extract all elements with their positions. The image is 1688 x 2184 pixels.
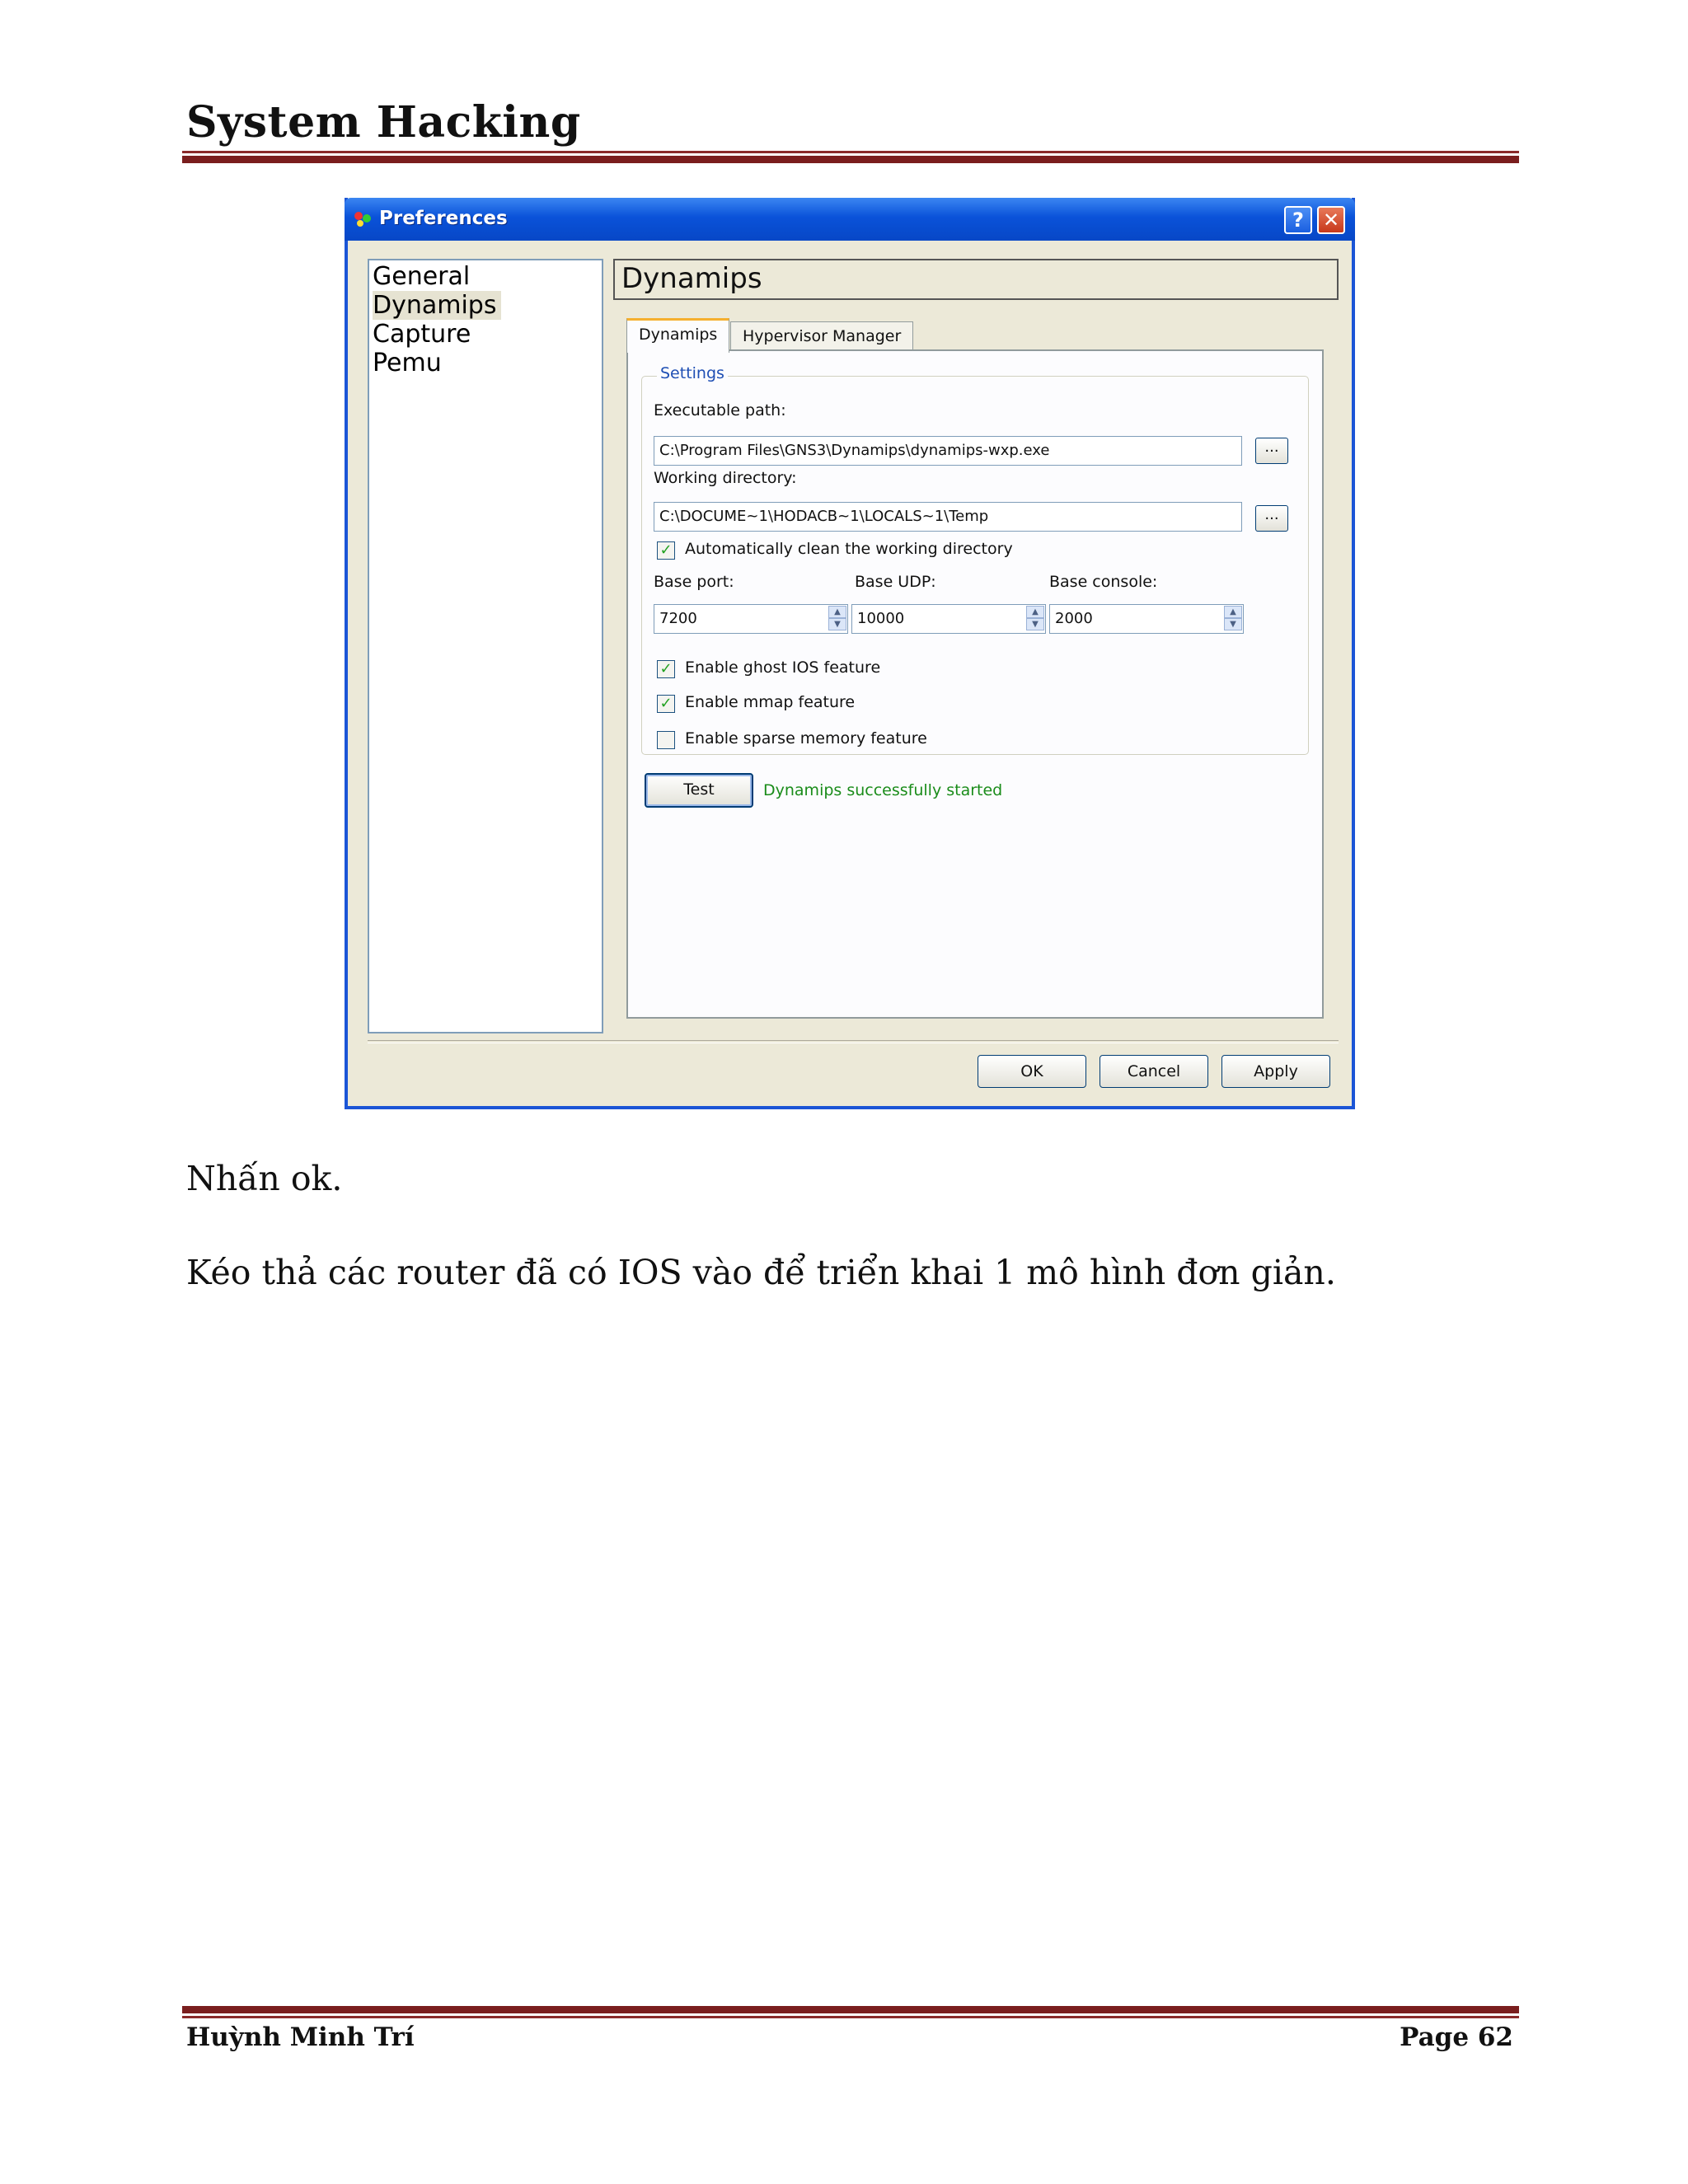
base-udp-input[interactable]: 10000 xyxy=(851,604,1046,634)
spin-down-icon[interactable]: ▼ xyxy=(1224,618,1242,630)
base-port-input[interactable]: 7200 xyxy=(654,604,848,634)
executable-path-label: Executable path: xyxy=(654,401,786,419)
mmap-label: Enable mmap feature xyxy=(685,693,856,711)
app-icon xyxy=(353,211,373,227)
tab-dynamips[interactable]: Dynamips xyxy=(626,318,729,353)
dialog-title: Preferences xyxy=(379,208,508,229)
working-directory-browse-button[interactable]: ... xyxy=(1255,505,1288,532)
executable-path-input[interactable]: C:\Program Files\GNS3\Dynamips\dynamips-wxp.exe xyxy=(654,436,1242,466)
test-status-message: Dynamips successfully started xyxy=(763,781,1003,799)
spin-down-icon[interactable]: ▼ xyxy=(828,618,846,630)
settings-legend: Settings xyxy=(657,364,728,382)
footer-author: Huỳnh Minh Trí xyxy=(186,2022,415,2052)
test-button[interactable]: Test xyxy=(645,773,753,808)
base-port-spinbox[interactable] xyxy=(654,604,848,634)
tab-hypervisor-manager[interactable]: Hypervisor Manager xyxy=(730,321,913,349)
dynamips-tab-panel xyxy=(626,349,1324,1019)
nav-item-dynamips[interactable]: Dynamips xyxy=(373,291,501,320)
spin-up-icon[interactable]: ▲ xyxy=(1026,606,1044,618)
ok-button[interactable]: OK xyxy=(978,1055,1086,1088)
base-console-input[interactable]: 2000 xyxy=(1049,604,1244,634)
spin-up-icon[interactable]: ▲ xyxy=(828,606,846,618)
spin-down-icon[interactable]: ▼ xyxy=(1026,618,1044,630)
page-header-title: System Hacking xyxy=(186,97,581,148)
footer-page-number: Page 62 xyxy=(1400,2022,1513,2052)
panel-header: Dynamips xyxy=(613,259,1339,300)
nav-item-pemu[interactable]: Pemu xyxy=(373,349,442,377)
cancel-button[interactable]: Cancel xyxy=(1100,1055,1208,1088)
apply-button[interactable]: Apply xyxy=(1221,1055,1330,1088)
footer-rule xyxy=(182,2006,1519,2018)
ghost-ios-label: Enable ghost IOS feature xyxy=(685,658,881,677)
base-port-spin-arrows[interactable] xyxy=(828,606,846,630)
working-directory-input[interactable]: C:\DOCUME~1\HODACB~1\LOCALS~1\Temp xyxy=(654,502,1242,532)
base-udp-label: Base UDP: xyxy=(855,573,936,591)
base-port-label: Base port: xyxy=(654,573,734,591)
header-rule xyxy=(182,151,1519,163)
mmap-checkbox[interactable]: ✓ xyxy=(657,695,675,713)
base-console-label: Base console: xyxy=(1049,573,1158,591)
executable-path-browse-button[interactable]: ... xyxy=(1255,438,1288,464)
working-directory-label: Working directory: xyxy=(654,469,797,487)
nav-item-general[interactable]: General xyxy=(373,262,471,291)
paragraph-drag-routers: Kéo thả các router đã có IOS vào để triển khai 1 mô hình đơn giản. xyxy=(186,1253,1336,1292)
auto-clean-checkbox[interactable]: ✓ xyxy=(657,541,675,560)
nav-item-capture[interactable]: Capture xyxy=(373,320,471,349)
base-udp-spinbox[interactable] xyxy=(851,604,1046,634)
preferences-dialog xyxy=(345,198,1355,1109)
close-button[interactable]: ✕ xyxy=(1317,206,1345,234)
help-button[interactable]: ? xyxy=(1284,206,1312,234)
preferences-nav-list xyxy=(368,259,603,1033)
auto-clean-label: Automatically clean the working directory xyxy=(685,540,1013,558)
sparse-memory-checkbox[interactable] xyxy=(657,731,675,749)
paragraph-press-ok: Nhấn ok. xyxy=(186,1159,343,1198)
bottom-separator xyxy=(368,1040,1339,1043)
dialog-titlebar[interactable] xyxy=(345,198,1355,241)
sparse-memory-label: Enable sparse memory feature xyxy=(685,729,927,748)
base-console-spin-arrows[interactable] xyxy=(1224,606,1242,630)
ghost-ios-checkbox[interactable]: ✓ xyxy=(657,660,675,678)
settings-groupbox xyxy=(641,364,1309,755)
base-console-spinbox[interactable] xyxy=(1049,604,1244,634)
spin-up-icon[interactable]: ▲ xyxy=(1224,606,1242,618)
base-udp-spin-arrows[interactable] xyxy=(1026,606,1044,630)
